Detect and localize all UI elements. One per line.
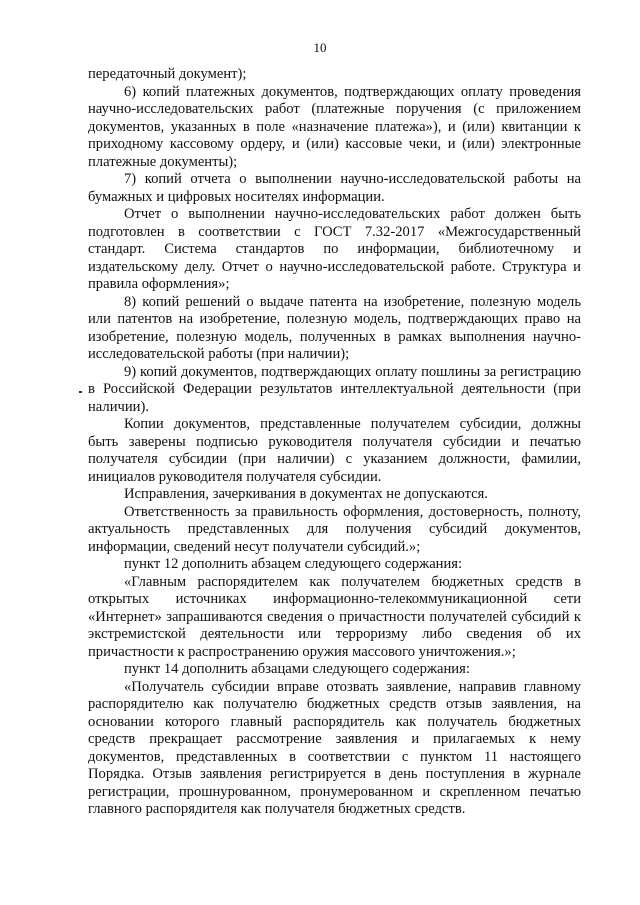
page-number: 10 xyxy=(313,40,327,55)
paragraph-clause-12-intro: пункт 12 дополнить абзацем следующего содержания: xyxy=(124,556,463,572)
paragraph-clause-12-text: «Главным распорядителем как получателем бюджетных средств в открытых источниках информационно-телекоммуникационной сети «Интернет» запрашиваются сведения о причастности получателей субсидий к экстремистской деятельности или терроризму либо сведения об их причастности к распространению оружия массового уничтожения.»; xyxy=(88,573,581,660)
paragraph-item-6: 6) копий платежных документов, подтверждающих оплату проведения научно-исследовательских работ (платежные поручения (с приложением документов, указанных в поле «назначение платежа»), и (или) квитанции к приходному кассовому ордеру, и (или) кассовые чеки, и (или) электронные платежные документы); xyxy=(88,83,581,170)
paragraph-responsibility: Ответственность за правильность оформления, достоверность, полноту, актуальность представленных для получения субсидий документов, информации, сведений несут получатели субсидий.»; xyxy=(88,503,581,555)
paragraph-no-corrections: Исправления, зачеркивания в документах не допускаются. xyxy=(124,486,488,502)
paragraph-clause-14-intro: пункт 14 дополнить абзацами следующего содержания: xyxy=(124,661,470,677)
paragraph-copies-certification: Копии документов, представленные получателем субсидии, должны быть заверены подписью руководителя получателя субсидии и печатью получателя субсидии (при наличии) с указанием должности, фамилии, инициалов руководителя получателя субсидии. xyxy=(88,416,581,485)
paragraph-report-requirements: Отчет о выполнении научно-исследовательских работ должен быть подготовлен в соответствии с ГОСТ 7.32-2017 «Межгосударственный стандарт. Система стандартов по информации, библиотечному и издательскому делу. Отчет о научно-исследовательской работе. Структура и правила оформления»; xyxy=(88,206,581,292)
paragraph-clause-14-text: «Получатель субсидии вправе отозвать заявление, направив главному распорядителю как получателю бюджетных средств отзыв заявления, на основании которого главный распорядитель как получатель бюджетных средств прекращает рассмотрение заявления и прилагаемых к нему документов, представленных в соответствии с пунктом 11 настоящего Порядка. Отзыв заявления регистрируется в день поступления в журнале регистрации, прошнурованном, пронумерованном и скрепленном печатью главного распорядителя как получателя бюджетных средств. xyxy=(88,678,581,817)
paragraph-item-8: 8) копий решений о выдаче патента на изобретение, полезную модель или патентов на изобретение, полезную модель, подтверждающих право на изобретение, полезную модель, полученных в рамках выполнения научно-исследовательской работы (при наличии); xyxy=(88,293,581,362)
document-body xyxy=(88,66,581,819)
margin-mark xyxy=(79,391,82,393)
paragraph-item-7: 7) копий отчета о выполнении научно-исследовательской работы на бумажных и цифровых носителях информации. xyxy=(88,171,581,205)
paragraph-continuation: передаточный документ); xyxy=(88,66,247,82)
paragraph-item-9: 9) копий документов, подтверждающих оплату пошлины за регистрацию в Российской Федерации результатов интеллектуальной деятельности (при наличии). xyxy=(88,363,581,415)
